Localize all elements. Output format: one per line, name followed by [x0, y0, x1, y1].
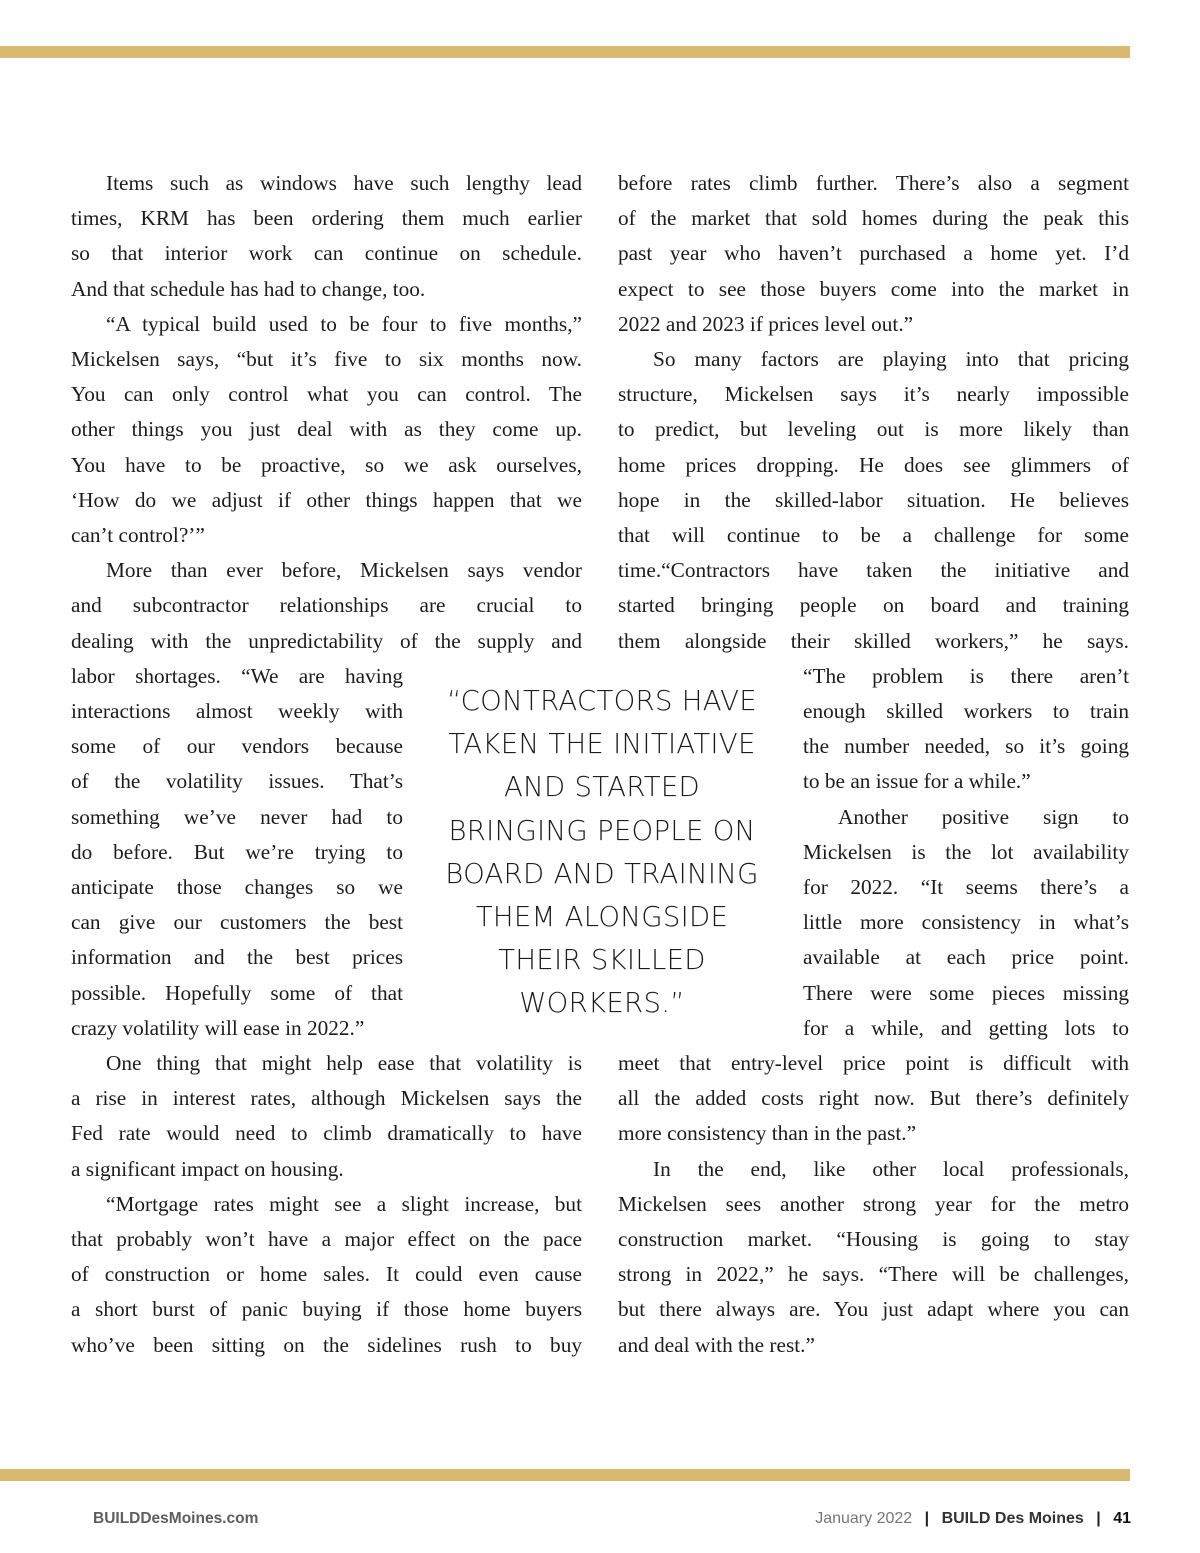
- text-line: can give our customers the best: [71, 910, 403, 935]
- bottom-accent-rule: [0, 1469, 1130, 1481]
- text-line: and subcontractor relationships are crucial to: [71, 593, 582, 618]
- text-line: to be an issue for a while.”: [803, 769, 1031, 794]
- pull-quote-line: AND STARTED: [504, 771, 700, 804]
- text-line: One thing that might help ease that volatility is: [106, 1051, 582, 1075]
- text-line: times, KRM has been ordering them much earlier: [71, 206, 582, 231]
- text-line: do before. But we’re trying to: [71, 839, 403, 864]
- text-line: Mickelsen sees another strong year for the metro: [618, 1191, 1129, 1216]
- text-line: some of our vendors because: [71, 734, 403, 759]
- footer-separator: |: [1096, 1510, 1101, 1527]
- text-line: crazy volatility will ease in 2022.”: [71, 1015, 365, 1040]
- text-line: before rates climb further. There’s also a segment: [618, 171, 1129, 195]
- text-line: hope in the skilled-labor situation. He believes: [618, 487, 1129, 512]
- text-line: for a while, and getting lots to: [803, 1015, 1129, 1040]
- text-line: available at each price point.: [803, 945, 1129, 970]
- text-line: other things you just deal with as they come up.: [71, 417, 582, 442]
- text-line: 2022 and 2023 if prices level out.”: [618, 311, 914, 336]
- footer-website: BUILDDesMoines.com: [93, 1510, 259, 1527]
- text-line: home prices dropping. He does see glimmers of: [618, 452, 1129, 477]
- text-line: labor shortages. “We are having: [71, 663, 403, 688]
- footer-separator: |: [924, 1510, 930, 1527]
- pull-quote-line: “CONTRACTORS HAVE: [447, 685, 757, 717]
- text-line: So many factors are playing into that pricing: [653, 347, 1129, 371]
- footer-magazine-name: BUILD Des Moines: [941, 1510, 1084, 1527]
- text-line: Another positive sign to: [838, 804, 1129, 829]
- text-line: them alongside their skilled workers,” he says.: [618, 628, 1129, 653]
- text-line: past year who haven’t purchased a home yet. I’d: [618, 241, 1129, 266]
- text-line: enough skilled workers to train: [803, 699, 1129, 723]
- text-line: more consistency than in the past.”: [618, 1121, 917, 1146]
- text-line: to predict, but leveling out is more likely than: [618, 417, 1129, 442]
- pull-quote: [432, 680, 772, 1026]
- text-line: meet that entry-level price point is difficult with: [618, 1051, 1129, 1075]
- text-line: Items such as windows have such lengthy lead: [106, 171, 582, 195]
- text-line: And that schedule has had to change, too.: [71, 276, 426, 301]
- pull-quote-line: WORKERS.”: [519, 987, 685, 1020]
- page-number: 41: [1113, 1510, 1131, 1527]
- text-line: There were some pieces missing: [803, 980, 1129, 1005]
- text-line: so that interior work can continue on schedule.: [71, 241, 582, 266]
- text-line: all the added costs right now. But there’s definitely: [618, 1086, 1129, 1111]
- text-line: started bringing people on board and training: [618, 593, 1129, 618]
- text-line: interactions almost weekly with: [71, 699, 403, 723]
- text-line: anticipate those changes so we: [71, 875, 403, 899]
- text-line: In the end, like other local professionals,: [653, 1156, 1129, 1181]
- pull-quote-line: THEIR SKILLED: [498, 944, 706, 977]
- pull-quote-line: BRINGING PEOPLE ON: [448, 814, 756, 847]
- text-line: strong in 2022,” he says. “There will be challenges,: [618, 1262, 1129, 1287]
- text-line: structure, Mickelsen says it’s nearly impossible: [618, 382, 1129, 407]
- text-line: a significant impact on housing.: [71, 1156, 344, 1181]
- text-line: You have to be proactive, so we ask ourselves,: [71, 452, 582, 477]
- text-line: Mickelsen says, “but it’s five to six months now.: [71, 347, 582, 371]
- text-line: “The problem is there aren’t: [803, 663, 1129, 688]
- text-line: of the market that sold homes during the peak this: [618, 206, 1129, 231]
- text-line: ‘How do we adjust if other things happen that we: [71, 487, 582, 512]
- text-line: that will continue to be a challenge for some: [618, 523, 1129, 547]
- text-line: Mickelsen is the lot availability: [803, 839, 1129, 864]
- text-line: something we’ve never had to: [71, 804, 403, 829]
- text-line: a rise in interest rates, although Mickelsen says the: [71, 1086, 582, 1111]
- text-line: for 2022. “It seems there’s a: [803, 875, 1129, 899]
- text-line: the number needed, so it’s going: [803, 734, 1129, 759]
- footer-folio: [815, 1505, 1131, 1533]
- top-accent-rule: [0, 46, 1130, 58]
- text-line: can’t control?’”: [71, 523, 205, 547]
- pull-quote-line: TAKEN THE INITIATIVE: [448, 728, 756, 761]
- text-line: little more consistency in what’s: [803, 910, 1129, 935]
- text-line: and deal with the rest.”: [618, 1332, 815, 1357]
- text-line: a short burst of panic buying if those home buyers: [71, 1297, 582, 1322]
- text-line: Fed rate would need to climb dramatically to have: [71, 1121, 582, 1146]
- text-line: information and the best prices: [71, 945, 403, 970]
- text-line: You can only control what you can control. The: [71, 382, 582, 407]
- text-line: who’ve been sitting on the sidelines rush to buy: [71, 1332, 582, 1357]
- text-line: but there always are. You just adapt where you can: [618, 1297, 1129, 1322]
- text-line: “Mortgage rates might see a slight increase, but: [106, 1191, 582, 1216]
- text-line: of the volatility issues. That’s: [71, 769, 403, 794]
- text-line: construction market. “Housing is going to stay: [618, 1227, 1129, 1251]
- text-line: expect to see those buyers come into the market in: [618, 276, 1129, 301]
- pull-quote-line: BOARD AND TRAINING: [445, 857, 759, 890]
- text-line: dealing with the unpredictability of the supply and: [71, 628, 582, 653]
- pull-quote-line: THEM ALONGSIDE: [475, 900, 729, 933]
- text-line: possible. Hopefully some of that: [71, 980, 403, 1005]
- text-line: of construction or home sales. It could even cause: [71, 1262, 582, 1287]
- text-line: time.“Contractors have taken the initiative and: [618, 558, 1129, 583]
- text-line: More than ever before, Mickelsen says vendor: [106, 558, 582, 583]
- text-line: “A typical build used to be four to five months,”: [106, 311, 582, 336]
- footer-date: January 2022: [815, 1510, 913, 1527]
- text-line: that probably won’t have a major effect on the pace: [71, 1227, 582, 1251]
